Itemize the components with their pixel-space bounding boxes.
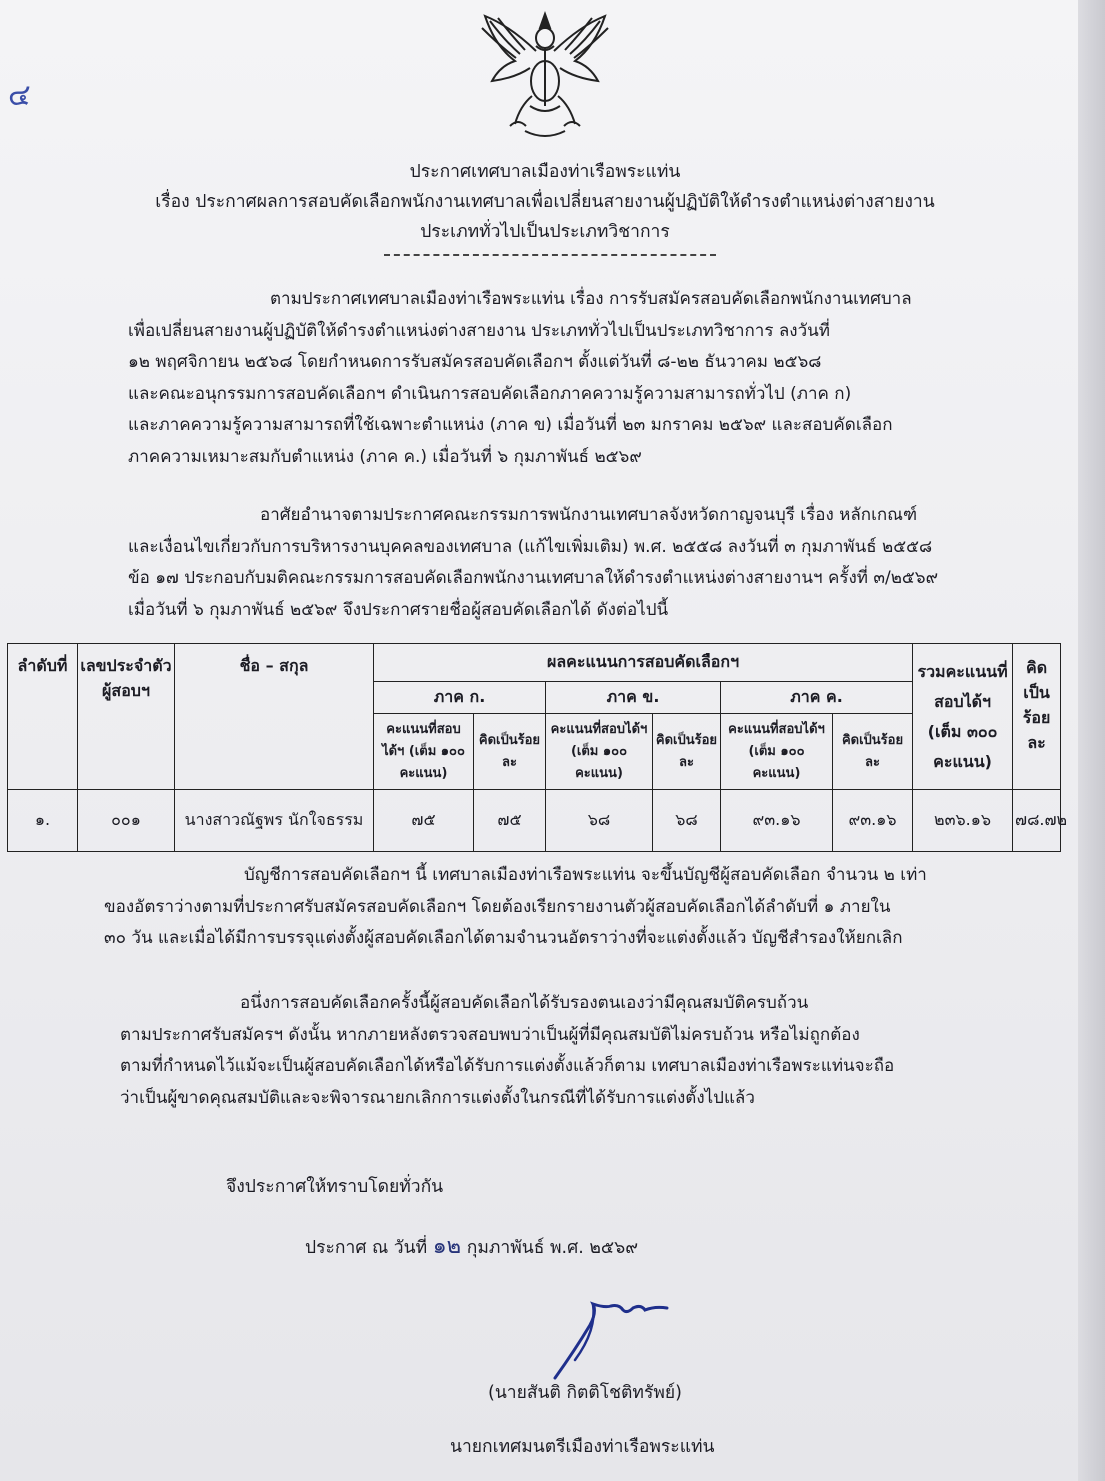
handwritten-signature (545, 1290, 685, 1385)
paragraph-2 (128, 500, 938, 626)
header-part-c-percent: คิดเป็นร้อยละ (833, 714, 913, 790)
cell-part-a-score: ๗๕ (374, 790, 474, 852)
header-part-c: ภาค ค. (721, 682, 913, 714)
announcement-date (305, 1228, 638, 1263)
cell-part-c-percent: ๙๓.๑๖ (833, 790, 913, 852)
cell-part-b-percent: ๖๘ (653, 790, 721, 852)
paragraph-line: ตามที่กำหนดไว้แม้จะเป็นผู้สอบคัดเลือกได้หรือได้รับการแต่งตั้งแล้วก็ตาม เทศบาลเมืองท่าเรือพระแท่นจะถือ (120, 1056, 895, 1076)
cell-total: ๒๓๖.๑๖ (913, 790, 1013, 852)
date-day-handwritten: ๑๒ (432, 1234, 462, 1259)
header-part-a-percent: คิดเป็นร้อยละ (474, 714, 546, 790)
paragraph-line: และเงื่อนไขเกี่ยวกับการบริหารงานบุคคลของเทศบาล (แก้ไขเพิ่มเติม) พ.ศ. ๒๕๕๘ ลงวันที่ ๓ กุมภาพันธ์ ๒๕๕๘ (128, 536, 933, 557)
header-part-a-score: คะแนนที่สอบได้ฯ (เต็ม ๑๐๐ คะแนน) (374, 714, 474, 790)
margin-page-mark: ๔ (8, 78, 31, 113)
paragraph-line: เมื่อวันที่ ๖ กุมภาพันธ์ ๒๕๖๙ จึงประกาศรายชื่อผู้สอบคัดเลือกได้ ดังต่อไปนี้ (128, 599, 669, 620)
cell-part-a-percent: ๗๕ (474, 790, 546, 852)
paragraph-line: ตามประกาศเทศบาลเมืองท่าเรือพระแท่น เรื่อง การรับสมัครสอบคัดเลือกพนักงานเทศบาล (270, 289, 912, 309)
paragraph-line: และคณะอนุกรรมการสอบคัดเลือกฯ ดำเนินการสอบคัดเลือกภาคความรู้ความสามารถทั่วไป (ภาค ก) (128, 383, 852, 404)
paragraph-line: ภาคความเหมาะสมกับตำแหน่ง (ภาค ค.) เมื่อวันที่ ๖ กุมภาพันธ์ ๒๕๖๙ (128, 446, 642, 467)
header-percent: คิดเป็นร้อยละ (1013, 644, 1061, 790)
signer-name: (นายสันติ กิตติโชติทรัพย์) (488, 1383, 682, 1403)
paragraph-line: ข้อ ๑๗ ประกอบกับมติคณะกรรมการสอบคัดเลือกพนักงานเทศบาลให้ดำรงตำแหน่งต่างสายงานฯ ครั้งที่ ๓/๒๕๖๙ (128, 568, 939, 588)
results-table (7, 643, 1068, 852)
cell-name: นางสาวณัฐพร นักใจธรรม (175, 790, 374, 852)
paragraph-line: ตามประกาศรับสมัครฯ ดังนั้น หากภายหลังตรวจสอบพบว่าเป็นผู้ที่มีคุณสมบัติไม่ครบถ้วน หรือไม่ถูกต้อง (120, 1024, 860, 1045)
header-part-a: ภาค ก. (374, 682, 546, 714)
header-part-b-score: คะแนนที่สอบได้ฯ (เต็ม ๑๐๐ คะแนน) (546, 714, 653, 790)
signer-title: นายกเทศมนตรีเมืองท่าเรือพระแท่น (450, 1437, 715, 1457)
announcement-org: ประกาศเทศบาลเมืองท่าเรือพระแท่น (409, 162, 681, 182)
paragraph-line: และภาคความรู้ความสามารถที่ใช้เฉพาะตำแหน่ง (ภาค ข) เมื่อวันที่ ๒๓ มกราคม ๒๕๖๙ และสอบคัดเลือก (128, 415, 893, 435)
paragraph-line: ๓๐ วัน และเมื่อได้มีการบรรจุแต่งตั้งผู้สอบคัดเลือกได้ตามจำนวนอัตราว่างที่จะแต่งตั้งแล้ว บัญชีสำรองให้ยกเลิก (104, 928, 903, 948)
header-part-b-percent: คิดเป็นร้อยละ (653, 714, 721, 790)
cell-percent: ๗๘.๗๒ (1013, 790, 1061, 852)
header-name: ชื่อ – สกุล (175, 644, 374, 790)
header-part-c-score: คะแนนที่สอบได้ฯ (เต็ม ๑๐๐ คะแนน) (721, 714, 833, 790)
paragraph-line: อนึ่งการสอบคัดเลือกครั้งนี้ผู้สอบคัดเลือกได้รับรองตนเองว่ามีคุณสมบัติครบถ้วน (240, 993, 809, 1013)
cell-part-b-score: ๖๘ (546, 790, 653, 852)
paragraph-1 (128, 284, 912, 473)
paragraph-line: เพื่อเปลี่ยนสายงานผู้ปฏิบัติให้ดำรงตำแหน่งต่างสายงาน ประเภททั่วไปเป็นประเภทวิชาการ ลงวันที่ (128, 320, 830, 341)
header-total: รวมคะแนนที่สอบได้ฯ (เต็ม ๓๐๐ คะแนน) (913, 644, 1013, 790)
announcement-subject: เรื่อง ประกาศผลการสอบคัดเลือกพนักงานเทศบาลเพื่อเปลี่ยนสายงานผู้ปฏิบัติให้ดำรงตำแหน่งต่างสายงาน (155, 192, 935, 212)
header-order: ลำดับที่ (8, 644, 78, 790)
table-row (8, 790, 1061, 852)
paragraph-line: อาศัยอำนาจตามประกาศคณะกรรมการพนักงานเทศบาลจังหวัดกาญจนบุรี เรื่อง หลักเกณฑ์ (260, 505, 918, 525)
garuda-emblem-icon (470, 6, 620, 146)
header-results: ผลคะแนนการสอบคัดเลือกฯ (374, 644, 913, 682)
announcement-subject-line2: ประเภททั่วไปเป็นประเภทวิชาการ (420, 222, 670, 242)
paragraph-line: ว่าเป็นผู้ขาดคุณสมบัติและจะพิจารณายกเลิกการแต่งตั้งในกรณีที่ได้รับการแต่งตั้งไปแล้ว (120, 1087, 755, 1108)
header-candidate-id: เลขประจำตัวผู้สอบฯ (78, 644, 175, 790)
cell-part-c-score: ๙๓.๑๖ (721, 790, 833, 852)
date-month-year: กุมภาพันธ์ พ.ศ. ๒๕๖๙ (466, 1238, 639, 1258)
header-divider (384, 254, 716, 256)
paragraph-3 (104, 860, 927, 955)
paragraph-line: บัญชีการสอบคัดเลือกฯ นี้ เทศบาลเมืองท่าเรือพระแท่น จะขึ้นบัญชีผู้สอบคัดเลือก จำนวน ๒ เท่า (244, 865, 927, 885)
paragraph-line: ๑๒ พฤศจิกายน ๒๕๖๘ โดยกำหนดการรับสมัครสอบคัดเลือกฯ ตั้งแต่วันที่ ๘-๒๒ ธันวาคม ๒๕๖๘ (128, 352, 822, 372)
paragraph-4 (120, 988, 894, 1114)
cell-candidate-id: ๐๐๑ (78, 790, 175, 852)
cell-order: ๑. (8, 790, 78, 852)
paragraph-line: ของอัตราว่างตามที่ประกาศรับสมัครสอบคัดเลือกฯ โดยต้องเรียกรายงานตัวผู้สอบคัดเลือกได้ลำดับที่ ๑ ภายใน (104, 896, 891, 917)
header-part-b: ภาค ข. (546, 682, 721, 714)
closing-line: จึงประกาศให้ทราบโดยทั่วกัน (226, 1177, 444, 1197)
date-prefix: ประกาศ ณ วันที่ (305, 1238, 428, 1258)
